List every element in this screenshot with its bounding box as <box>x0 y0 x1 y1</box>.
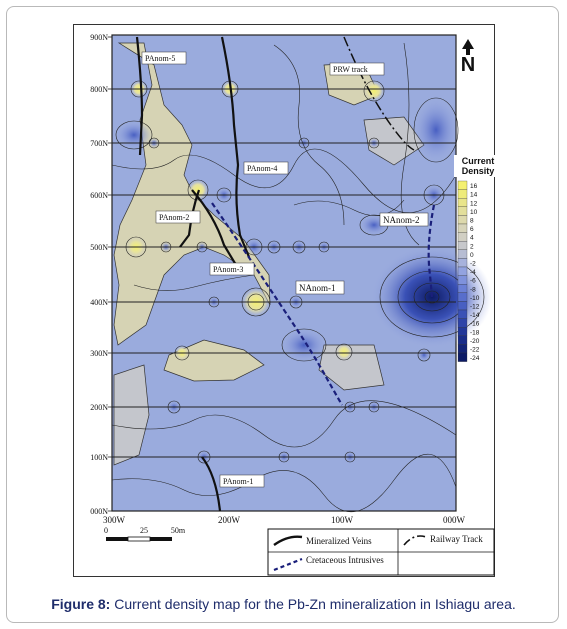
legend-cretaceous-intrusives: Cretaceous Intrusives <box>306 555 384 565</box>
colorbar-label: 0 <box>470 251 474 259</box>
y-tick-600n: 600N <box>90 191 108 200</box>
colorbar-swatch <box>458 319 467 328</box>
colorbar-label: -20 <box>470 337 480 345</box>
y-tick-300n: 300N <box>90 349 108 358</box>
colorbar-title-2: Density <box>461 166 495 176</box>
colorbar-swatch <box>458 190 467 199</box>
colorbar-swatch <box>458 284 467 293</box>
colorbar-label: -8 <box>470 286 476 294</box>
colorbar-label: 4 <box>470 234 474 242</box>
colorbar-label: 6 <box>470 226 474 234</box>
colorbar-label: 16 <box>470 183 478 191</box>
x-tick-000w: 000W <box>443 515 465 525</box>
colorbar-swatch <box>458 250 467 259</box>
y-tick-400n: 400N <box>90 298 108 307</box>
colorbar-swatch <box>458 207 467 216</box>
colorbar-swatch <box>458 224 467 233</box>
colorbar-swatch <box>458 215 467 224</box>
y-tick-200n: 200N <box>90 403 108 412</box>
caption-label: Figure 8: <box>51 596 111 612</box>
colorbar-swatch <box>458 301 467 310</box>
x-tick-200w: 200W <box>218 515 240 525</box>
anomaly-label-pa3: PAnom-3 <box>213 265 244 274</box>
legend-mineralized-veins: Mineralized Veins <box>306 536 372 546</box>
colorbar <box>454 155 496 362</box>
scale-bar <box>104 526 186 541</box>
colorbar-swatch <box>458 336 467 345</box>
colorbar-swatch <box>458 241 467 250</box>
current-density-map <box>74 25 496 578</box>
x-tick-300w: 300W <box>103 515 125 525</box>
anomaly-label-na1: NAnom-1 <box>299 283 336 293</box>
colorbar-label: -12 <box>470 303 480 311</box>
colorbar-label: -22 <box>470 346 480 354</box>
colorbar-swatch <box>458 344 467 353</box>
y-tick-700n: 700N <box>90 139 108 148</box>
colorbar-swatch <box>458 267 467 276</box>
anomaly-label-na2: NAnom-2 <box>383 215 420 225</box>
colorbar-label: -14 <box>470 312 480 320</box>
colorbar-swatch <box>458 258 467 267</box>
anomaly-label-pa4: PAnom-4 <box>247 164 278 173</box>
colorbar-swatch <box>458 293 467 302</box>
colorbar-swatch <box>458 276 467 285</box>
colorbar-label: -2 <box>470 260 476 268</box>
colorbar-label: 12 <box>470 200 478 208</box>
negative-anomaly-ne <box>414 98 458 162</box>
y-tick-100n: 100N <box>90 453 108 462</box>
figure-caption <box>0 596 567 612</box>
colorbar-swatch <box>458 198 467 207</box>
y-tick-500n: 500N <box>90 243 108 252</box>
colorbar-label: -24 <box>470 355 480 363</box>
colorbar-swatch <box>458 310 467 319</box>
colorbar-swatch <box>458 181 467 190</box>
anomaly-label-pa1: PAnom-1 <box>223 477 254 486</box>
colorbar-swatch <box>458 353 467 362</box>
scale-value-50m: 50m <box>170 526 186 535</box>
legend-railway-track: Railway Track <box>430 534 483 544</box>
map-area <box>112 35 492 512</box>
figure-panel <box>73 24 495 577</box>
legend <box>268 529 494 575</box>
colorbar-label: -16 <box>470 320 480 328</box>
colorbar-label: 2 <box>470 243 474 251</box>
svg-text:N: N <box>460 54 476 76</box>
colorbar-title-1: Current <box>461 156 495 166</box>
colorbar-swatch <box>458 327 467 336</box>
colorbar-label: -6 <box>470 277 476 285</box>
y-tick-000n: 000N <box>90 507 108 516</box>
anomaly-label-prw: PRW track <box>333 65 368 74</box>
colorbar-label: 10 <box>470 208 478 216</box>
north-arrow <box>461 39 475 76</box>
anomaly-label-pa5: PAnom-5 <box>145 54 176 63</box>
anomaly-label-pa2: PAnom-2 <box>159 213 190 222</box>
colorbar-label: 14 <box>470 191 478 199</box>
caption-text: Current density map for the Pb-Zn mineralization in Ishiagu area. <box>110 596 516 612</box>
scale-value-0: 0 <box>104 526 108 535</box>
colorbar-label: -10 <box>470 294 480 302</box>
scale-value-25: 25 <box>140 526 148 535</box>
colorbar-label: 8 <box>470 217 474 225</box>
x-tick-100w: 100W <box>331 515 353 525</box>
y-tick-900n: 900N <box>90 33 108 42</box>
colorbar-label: -18 <box>470 329 480 337</box>
colorbar-label: -4 <box>470 269 476 277</box>
colorbar-swatch <box>458 233 467 242</box>
y-tick-800n: 800N <box>90 85 108 94</box>
